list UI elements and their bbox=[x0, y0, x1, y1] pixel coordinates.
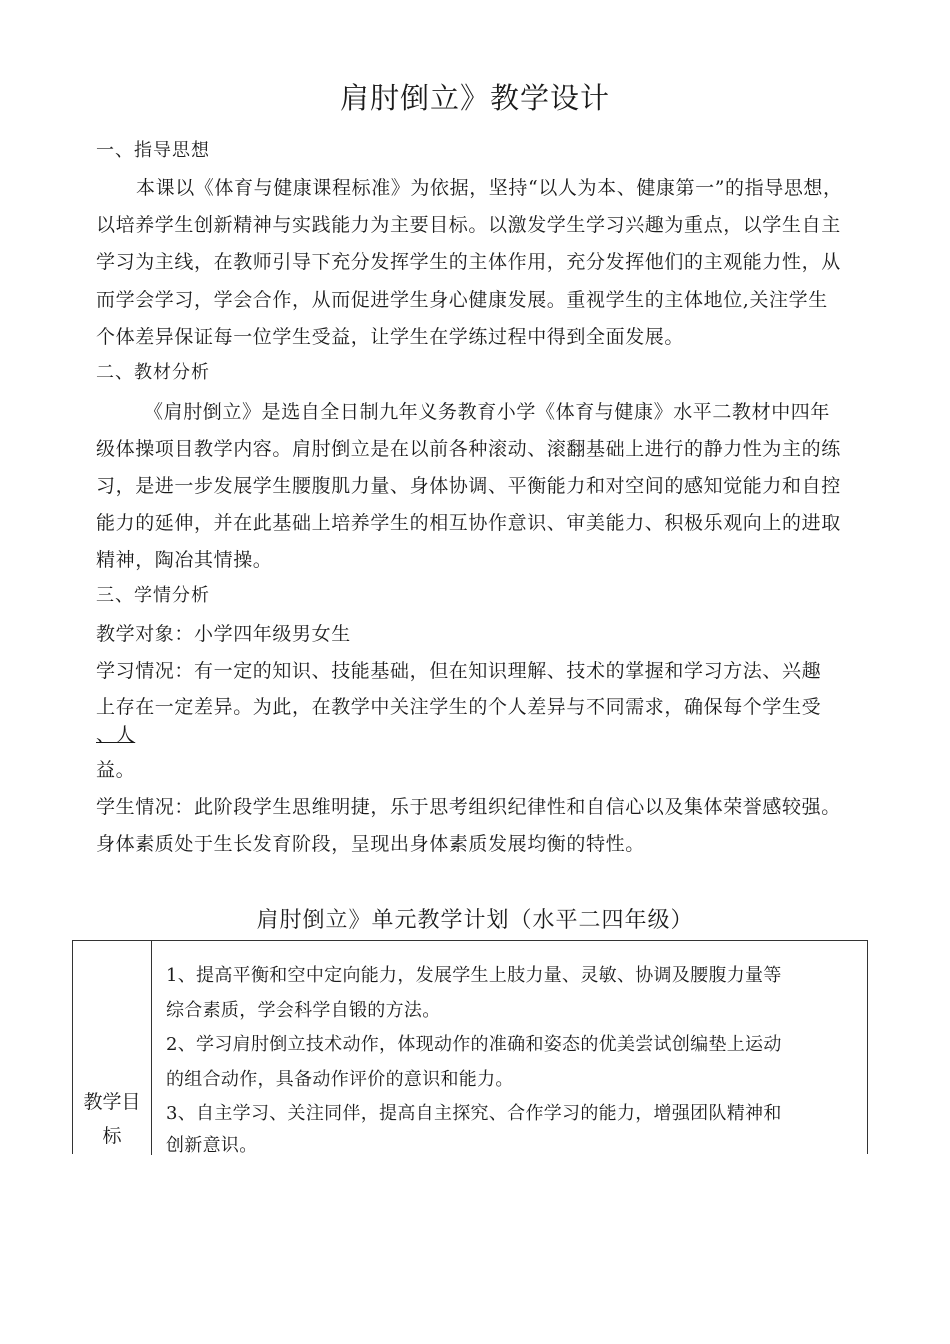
row-label-line: 教学目 bbox=[83, 1091, 141, 1113]
goal-line: 综合素质，学会科学自锻的方法。 bbox=[166, 1000, 441, 1021]
paragraph-line: 学习为主线，在教师引导下充分发挥学生的主体作用，充分发挥他们的主观能力性，从 bbox=[96, 251, 841, 273]
paragraph-line: 个体差异保证每一位学生受益，让学生在学练过程中得到全面发展。 bbox=[96, 326, 685, 348]
table-column-divider bbox=[151, 941, 152, 1155]
paragraph-line: 习，是进一步发展学生腰腹肌力量、身体协调、平衡能力和对空间的感知觉能力和自控 bbox=[96, 475, 841, 497]
paragraph-line: 能力的延伸，并在此基础上培养学生的相互协作意识、审美能力、积极乐观向上的进取 bbox=[96, 512, 841, 534]
paragraph-line: 精神，陶冶其情操。 bbox=[96, 549, 273, 571]
section-heading-material-analysis: 二、教材分析 bbox=[96, 362, 210, 383]
study-situation-underlined-fragment: 、人 bbox=[96, 724, 136, 746]
goal-line: 1、提高平衡和空中定向能力，发展学生上肢力量、灵敏、协调及腰腹力量等 bbox=[166, 965, 782, 986]
section-heading-learner-analysis: 三、学情分析 bbox=[96, 585, 210, 606]
paragraph-line: 以培养学生创新精神与实践能力为主要目标。以激发学生学习兴趣为重点，以学生自主 bbox=[96, 214, 841, 236]
study-situation-line: 上存在一定差异。为此，在教学中关注学生的个人差异与不同需求，确保每个学生受 bbox=[96, 696, 822, 718]
paragraph-line: 级体操项目教学内容。肩肘倒立是在以前各种滚动、滚翻基础上进行的静力性为主的练 bbox=[96, 438, 841, 460]
section-heading-guiding-thought: 一、指导思想 bbox=[96, 140, 210, 161]
study-situation-tail: 益。 bbox=[96, 759, 136, 781]
row-label-teaching-goals bbox=[73, 1085, 151, 1153]
student-situation-line: 身体素质处于生长发育阶段，呈现出身体素质发展均衡的特性。 bbox=[96, 833, 645, 855]
goal-line: 的组合动作，具备动作评价的意识和能力。 bbox=[166, 1069, 514, 1090]
study-situation-line: 学习情况：有一定的知识、技能基础，但在知识理解、技术的掌握和学习方法、兴趣 bbox=[96, 660, 822, 682]
page-title: 肩肘倒立》教学设计 bbox=[339, 81, 610, 115]
goal-line: 2、学习肩肘倒立技术动作，体现动作的准确和姿态的优美尝试创编垫上运动 bbox=[166, 1034, 782, 1055]
paragraph-line: 本课以《体育与健康课程标准》为依据，坚持“以人为本、健康第一”的指导思想， bbox=[136, 177, 843, 199]
paragraph-line: 而学会学习，学会合作，从而促进学生身心健康发展。重视学生的主体地位,关注学生 bbox=[96, 289, 828, 311]
goal-line: 3、自主学习、关注同伴，提高自主探究、合作学习的能力，增强团队精神和 bbox=[166, 1103, 782, 1124]
goal-line: 创新意识。 bbox=[166, 1135, 258, 1156]
row-label-line: 标 bbox=[102, 1125, 122, 1147]
paragraph-line: 《肩肘倒立》是选自全日制九年义务教育小学《体育与健康》水平二教材中四年 bbox=[144, 401, 831, 423]
teaching-target-line: 教学对象：小学四年级男女生 bbox=[96, 623, 351, 645]
student-situation-line: 学生情况：此阶段学生思维明捷，乐于思考组织纪律性和自信心以及集体荣誉感较强。 bbox=[96, 796, 841, 818]
unit-plan-title: 肩肘倒立》单元教学计划（水平二四年级） bbox=[256, 908, 694, 933]
unit-plan-table bbox=[72, 940, 868, 1154]
